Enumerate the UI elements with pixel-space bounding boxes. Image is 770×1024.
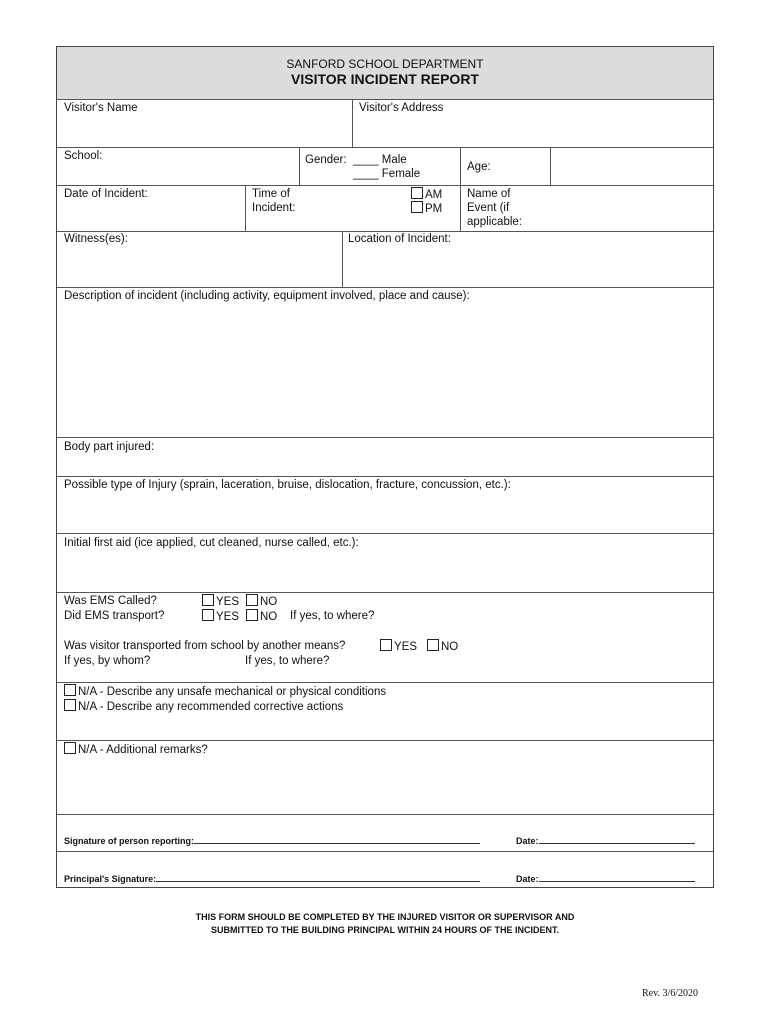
ems-called-yes[interactable]: YES [202,594,239,609]
ems-called-label: Was EMS Called? [64,595,157,607]
school-label: School: [64,150,103,162]
ems-called-no-checkbox[interactable] [246,594,258,606]
ems-transport-yes-checkbox[interactable] [202,609,214,621]
ems-called-yes-checkbox[interactable] [202,594,214,606]
reporter-signature-line[interactable]: Signature of person reporting: [64,834,480,846]
form-title: VISITOR INCIDENT REPORT [291,71,479,87]
ems-transport-label: Did EMS transport? [64,610,165,622]
corrective-na-checkbox[interactable] [64,699,76,711]
name-of-label: Name of [467,188,511,200]
other-means-no-checkbox[interactable] [427,639,439,651]
incident-form [56,46,714,888]
by-whom-label: If yes, by whom? [64,655,151,667]
department-name: SANFORD SCHOOL DEPARTMENT [286,57,484,71]
other-means-yes-checkbox[interactable] [380,639,392,651]
am-option[interactable]: AM [411,187,442,202]
ems-transport-yes[interactable]: YES [202,609,239,624]
other-where-label: If yes, to where? [245,655,330,667]
date-of-incident-label: Date of Incident: [64,188,148,200]
am-checkbox[interactable] [411,187,423,199]
ems-where-label: If yes, to where? [290,610,375,622]
footer-instruction-line2: SUBMITTED TO THE BUILDING PRINCIPAL WITHIN 24 HOURS OF THE INCIDENT. [210,925,559,935]
form-header [57,47,713,100]
pm-checkbox[interactable] [411,201,423,213]
age-label: Age: [467,161,491,173]
unsafe-na-checkbox[interactable] [64,684,76,696]
description-label: Description of incident (including activity, equipment involved, place and cause): [64,290,470,302]
injury-type-label: Possible type of Injury (sprain, laceration, bruise, dislocation, fracture, concussion, etc.): [64,479,511,491]
other-means-label: Was visitor transported from school by another means? [64,640,346,652]
revision-date: Rev. 3/6/2020 [641,988,698,999]
ems-transport-no[interactable]: NO [246,609,277,624]
footer-instruction-line1: THIS FORM SHOULD BE COMPLETED BY THE INJURED VISITOR OR SUPERVISOR AND [195,912,575,922]
ems-called-no[interactable]: NO [246,594,277,609]
time-of-label: Time of [252,188,290,200]
gender-label: Gender: [305,154,347,166]
other-means-no[interactable]: NO [427,639,458,654]
reporter-date-line[interactable]: Date: [516,834,695,846]
body-part-label: Body part injured: [64,441,155,453]
unsafe-conditions-row[interactable]: N/A - Describe any unsafe mechanical or physical conditions [64,684,386,699]
additional-remarks-row[interactable]: N/A - Additional remarks? [64,742,208,757]
male-option[interactable]: ____ Male [353,154,407,166]
incident-time-label: Incident: [252,202,296,214]
female-option[interactable]: ____ Female [353,168,421,180]
event-if-label: Event (if [467,202,510,214]
applicable-label: applicable: [467,216,522,228]
principal-date-line[interactable]: Date: [516,872,695,884]
visitor-name-label: Visitor's Name [64,102,138,114]
visitor-address-label: Visitor's Address [359,102,444,114]
principal-signature-line[interactable]: Principal's Signature: [64,872,480,884]
location-label: Location of Incident: [348,233,451,245]
pm-option[interactable]: PM [411,201,442,216]
corrective-actions-row[interactable]: N/A - Describe any recommended corrective actions [64,699,343,714]
other-means-yes[interactable]: YES [380,639,417,654]
first-aid-label: Initial first aid (ice applied, cut cleaned, nurse called, etc.): [64,537,359,549]
remarks-na-checkbox[interactable] [64,742,76,754]
witnesses-label: Witness(es): [64,233,128,245]
ems-transport-no-checkbox[interactable] [246,609,258,621]
